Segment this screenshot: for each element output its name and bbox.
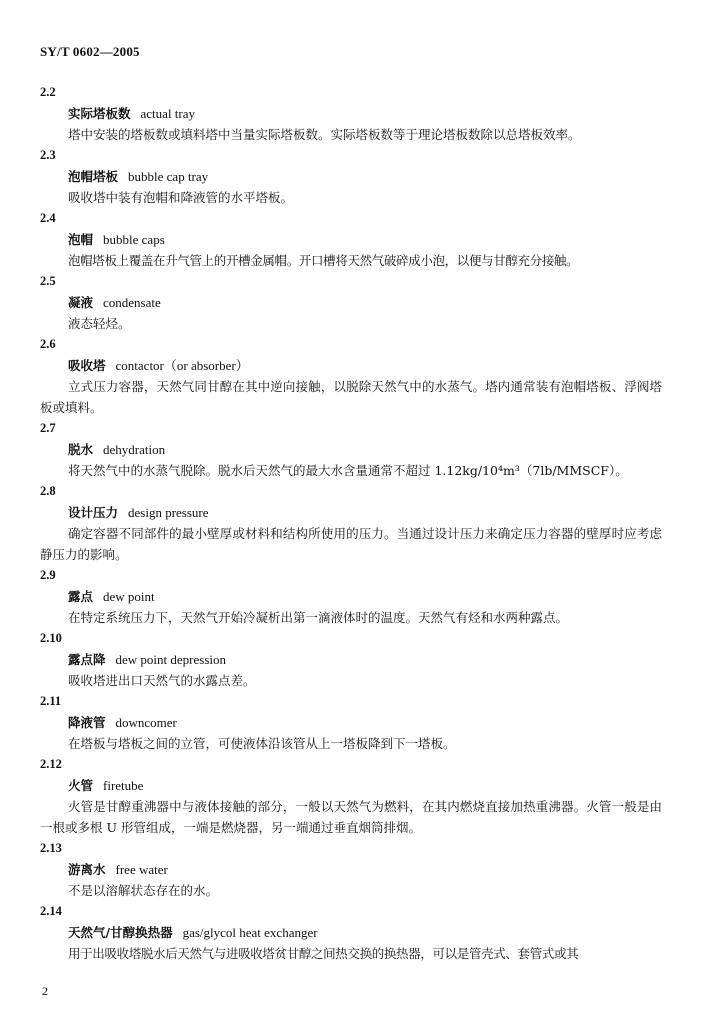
clause-number: 2.2: [40, 85, 56, 99]
term-chinese: 泡帽塔板: [68, 169, 119, 184]
clause-number: 2.9: [40, 568, 56, 582]
term-definition: 确定容器不同部件的最小壁厚或材料和结构所使用的压力。当通过设计压力来确定压力容器的壁厚时应考虑静压力的影响。: [40, 526, 662, 562]
term-heading: [40, 229, 662, 250]
clause-number: 2.14: [40, 904, 62, 918]
term-heading: [40, 859, 662, 880]
term-heading: [40, 355, 662, 376]
term-entry-2-11: [40, 691, 662, 754]
term-heading: [40, 292, 662, 313]
term-definition: 立式压力容器，天然气同甘醇在其中逆向接触，以脱除天然气中的水蒸气。塔内通常装有泡帽塔板、浮阀塔板或填料。: [40, 379, 662, 415]
term-english: condensate: [103, 295, 161, 310]
term-entry-2-4: [40, 208, 662, 271]
standard-header: SY/T 0602—2005: [40, 44, 140, 59]
term-heading: [40, 922, 662, 943]
term-chinese: 吸收塔: [68, 358, 106, 373]
term-chinese: 降液管: [68, 715, 106, 730]
term-definition: 液态轻烃。: [68, 316, 131, 331]
clause-number: 2.11: [40, 694, 62, 708]
term-definition: 泡帽塔板上覆盖在升气管上的开槽金属帽。开口槽将天然气破碎成小泡，以便与甘醇充分接触。: [68, 253, 579, 268]
clause-number: 2.8: [40, 484, 56, 498]
term-definition: 用于出吸收塔脱水后天然气与进吸收塔贫甘醇之间热交换的换热器，可以是管壳式、套管式或其: [68, 946, 579, 961]
term-chinese: 实际塔板数: [68, 106, 131, 121]
clause-number: 2.10: [40, 631, 62, 645]
term-heading: [40, 166, 662, 187]
term-chinese: 设计压力: [68, 505, 119, 520]
term-definition: 将天然气中的水蒸气脱除。脱水后天然气的最大水含量通常不超过 1.12kg/10⁴m³（7lb/MMSCF）。: [68, 463, 628, 478]
term-entry-2-6: [40, 334, 662, 418]
clause-number: 2.6: [40, 337, 56, 351]
term-heading: [40, 712, 662, 733]
clause-number: 2.12: [40, 757, 62, 771]
term-chinese: 火管: [68, 778, 94, 793]
term-english: design pressure: [128, 505, 209, 520]
clause-number: 2.4: [40, 211, 56, 225]
term-english: downcomer: [115, 715, 177, 730]
term-entry-2-2: [40, 82, 662, 145]
term-chinese: 游离水: [68, 862, 106, 877]
term-chinese: 脱水: [68, 442, 94, 457]
term-entry-2-7: [40, 418, 662, 481]
term-entry-2-9: [40, 565, 662, 628]
document-body: [40, 82, 662, 964]
term-definition: 在特定系统压力下，天然气开始冷凝析出第一滴液体时的温度。天然气有烃和水两种露点。: [68, 610, 569, 625]
term-definition: 吸收塔进出口天然气的水露点差。: [68, 673, 256, 688]
term-definition: 吸收塔中装有泡帽和降液管的水平塔板。: [68, 190, 294, 205]
term-english: dehydration: [103, 442, 166, 457]
term-chinese: 凝液: [68, 295, 94, 310]
term-heading: [40, 439, 662, 460]
clause-number: 2.5: [40, 274, 56, 288]
page-number: 2: [42, 984, 48, 998]
term-chinese: 泡帽: [68, 232, 94, 247]
term-entry-2-8: [40, 481, 662, 565]
term-entry-2-10: [40, 628, 662, 691]
term-heading: [40, 649, 662, 670]
clause-number: 2.7: [40, 421, 56, 435]
term-entry-2-12: [40, 754, 662, 838]
term-entry-2-13: [40, 838, 662, 901]
term-english: actual tray: [140, 106, 196, 121]
term-english: firetube: [103, 778, 144, 793]
term-definition: 火管是甘醇重沸器中与液体接触的部分，一般以天然气为燃料，在其内燃烧直接加热重沸器。火管一般是由一根或多根 U 形管组成，一端是燃烧器，另一端通过垂直烟筒排烟。: [40, 799, 662, 835]
term-heading: [40, 586, 662, 607]
term-entry-2-3: [40, 145, 662, 208]
term-english: contactor（or absorber）: [115, 358, 249, 373]
term-heading: [40, 103, 662, 124]
term-english: dew point: [103, 589, 155, 604]
term-english: bubble cap tray: [128, 169, 209, 184]
term-definition: 在塔板与塔板之间的立管，可使液体沿该管从上一塔板降到下一塔板。: [68, 736, 456, 751]
clause-number: 2.3: [40, 148, 56, 162]
term-heading: [40, 775, 662, 796]
term-chinese: 天然气/甘醇换热器: [68, 925, 173, 940]
term-chinese: 露点降: [68, 652, 106, 667]
term-english: gas/glycol heat exchanger: [182, 925, 318, 940]
term-chinese: 露点: [68, 589, 94, 604]
clause-number: 2.13: [40, 841, 62, 855]
term-definition: 不是以溶解状态存在的水。: [68, 883, 219, 898]
term-english: dew point depression: [115, 652, 226, 667]
term-entry-2-14: [40, 901, 662, 964]
term-definition: 塔中安装的塔板数或填料塔中当量实际塔板数。实际塔板数等于理论塔板数除以总塔板效率。: [68, 127, 581, 142]
term-entry-2-5: [40, 271, 662, 334]
term-english: free water: [115, 862, 168, 877]
term-english: bubble caps: [103, 232, 165, 247]
term-heading: [40, 502, 662, 523]
